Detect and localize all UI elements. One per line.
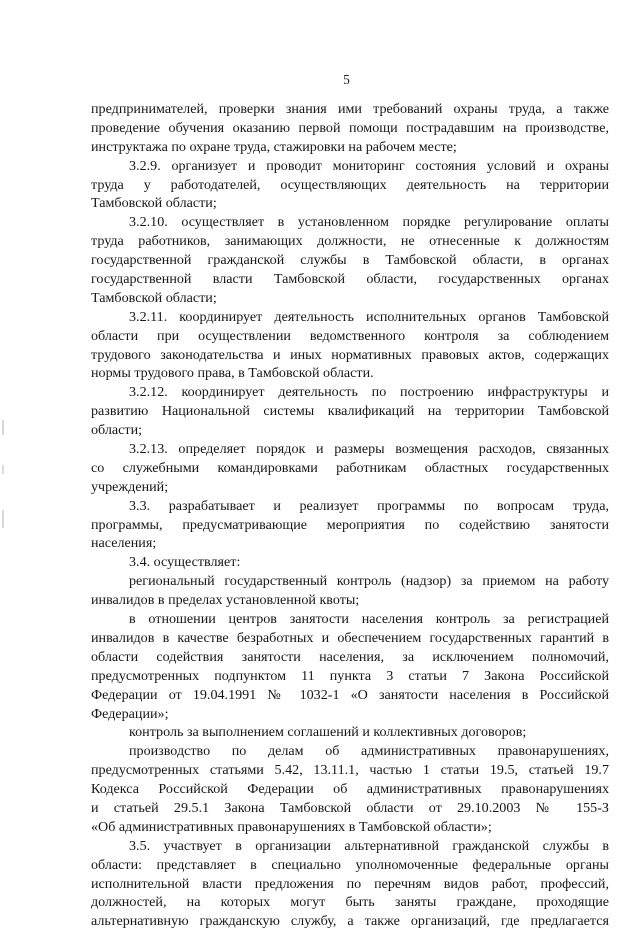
text-line: 3.2.13. определяет порядок и размеры возмещения расходов, связанных (129, 441, 609, 458)
text-line: контроль за выполнением соглашений и коллективных договоров; (129, 724, 527, 741)
document-body (91, 100, 609, 931)
text-line: государственной власти Тамбовской области, государственных органах (91, 271, 609, 288)
text-line: населения; (91, 535, 157, 552)
text-line: предусмотренных статьями 5.42, 13.11.1, частью 1 статьи 19.5, статьей 19.7 (91, 762, 609, 779)
text-line: и статьей 29.5.1 Закона Тамбовской области от 29.10.2003 № 155-З (91, 799, 609, 816)
text-line: 3.5. участвует в организации альтернативной гражданской службы в (129, 837, 609, 854)
text-line: трудового законодательства и иных нормативных правовых актов, содержащих (91, 346, 609, 363)
text-line: области содействия занятости населения, за исключением полномочий, (91, 648, 609, 665)
text-line: предусмотренных подпунктом 11 пункта 3 статьи 7 Закона Российской (91, 667, 609, 684)
text-line: 3.2.12. координирует деятельность по построению инфраструктуры и (129, 384, 609, 401)
scan-edge-mark (2, 420, 4, 570)
text-line: труда работников, занимающих должности, не отнесенные к должностям (91, 233, 609, 250)
text-line: 3.3. разрабатывает и реализует программы по вопросам труда, (129, 497, 609, 514)
text-line: учреждений; (91, 478, 169, 495)
text-line: области при осуществлении ведомственного контроля за соблюдением (91, 327, 609, 344)
text-line: региональный государственный контроль (надзор) за приемом на работу (129, 573, 609, 590)
text-line: инвалидов в качестве безработных и обеспечением государственных гарантий в (91, 629, 609, 646)
text-line: 3.2.11. координирует деятельность исполнительных органов Тамбовской (129, 308, 609, 325)
text-line: государственной гражданской службы в Тамбовской области, в органах (91, 252, 609, 269)
text-line: области; (91, 422, 143, 439)
text-line: программы, предусматривающие мероприятия по содействию занятости (91, 516, 609, 533)
text-line: Федерации»; (91, 705, 169, 722)
text-line: производство по делам об административных правонарушениях, (129, 743, 609, 760)
text-line: исполнительной власти предложения по перечням видов работ, профессий, (91, 875, 609, 892)
text-line: предпринимателей, проверки знания ими требований охраны труда, а также (91, 101, 609, 117)
text-line: 3.2.10. осуществляет в установленном порядке регулирование оплаты (129, 214, 609, 231)
text-line: инструктажа по охране труда, стажировки на рабочем месте; (91, 138, 457, 155)
text-line: «Об административных правонарушениях в Тамбовской области»; (91, 818, 492, 835)
text-line: Тамбовской области; (91, 289, 217, 306)
text-line: в отношении центров занятости населения контроль за регистрацией (129, 611, 609, 628)
text-line: со служебными командировками работникам областных государственных (91, 459, 609, 476)
text-line: инвалидов в пределах установленной квоты; (91, 592, 360, 609)
text-line: должностей, на которых могут быть заняты граждане, проходящие (91, 894, 609, 911)
text-line: труда у работодателей, осуществляющих деятельность на территории (91, 176, 609, 193)
text-line: нормы трудового права, в Тамбовской области. (91, 365, 374, 382)
text-line: области: представляет в специально уполномоченные федеральные органы (91, 856, 609, 873)
text-line: альтернативную гражданскую службу, а также организаций, где предлагается (91, 913, 609, 930)
page-number: 5 (343, 72, 350, 87)
text-line: Кодекса Российской Федерации об административных правонарушениях (91, 781, 609, 798)
text-line: 3.2.9. организует и проводит мониторинг состояния условий и охраны (129, 157, 609, 174)
text-line: развитию Национальной системы квалификаций на территории Тамбовской (91, 403, 609, 420)
text-line: Тамбовской области; (91, 195, 217, 212)
text-line: проведение обучения оказанию первой помощи пострадавшим на производстве, (91, 119, 609, 136)
text-line: 3.4. осуществляет: (129, 554, 241, 571)
text-line: Федерации от 19.04.1991 № 1032-1 «О занятости населения в Российской (91, 686, 609, 703)
